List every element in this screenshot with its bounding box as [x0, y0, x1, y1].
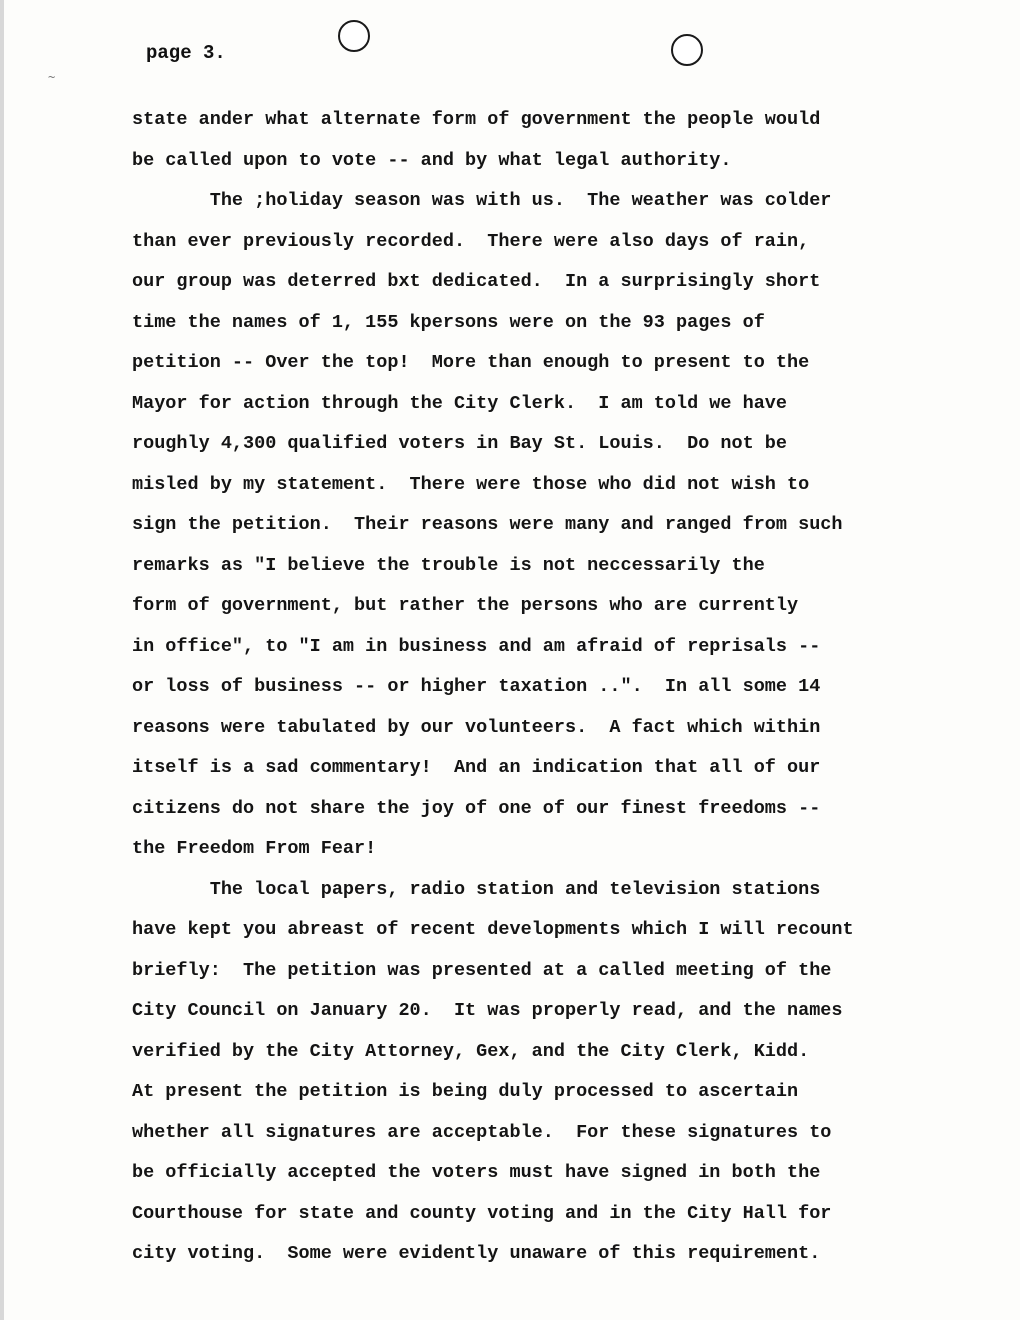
margin-mark: ~: [48, 70, 56, 84]
page-number: page 3.: [146, 42, 226, 64]
text-line: have kept you abreast of recent developments which I will recount: [132, 919, 854, 940]
text-line: the Freedom From Fear!: [132, 838, 377, 859]
text-line: remarks as "I believe the trouble is not neccessarily the: [132, 554, 765, 576]
text-line: form of government, but rather the persons who are currently: [132, 595, 799, 616]
text-line: verified by the City Attorney, Gex, and the City Clerk, Kidd.: [132, 1040, 810, 1062]
text-line: roughly 4,300 qualified voters in Bay St. Louis. Do not be: [132, 433, 788, 454]
text-line: Courthouse for state and county voting and in the City Hall for: [132, 1202, 832, 1224]
text-line: city voting. Some were evidently unaware of this requirement.: [132, 1243, 821, 1264]
text-line: time the names of 1, 155 kpersons were on the 93 pages of: [132, 311, 765, 333]
text-line: reasons were tabulated by our volunteers. A fact which within: [132, 716, 821, 738]
text-line: The ;holiday season was with us. The weather was colder: [132, 190, 832, 211]
text-line: briefly: The petition was presented at a called meeting of the: [132, 959, 832, 981]
text-line: petition -- Over the top! More than enough to present to the: [132, 352, 810, 373]
text-line: in office", to "I am in business and am afraid of reprisals --: [132, 635, 821, 657]
text-line: be called upon to vote -- and by what legal authority.: [132, 149, 732, 171]
text-line: sign the petition. Their reasons were many and ranged from such: [132, 514, 843, 535]
text-line: be officially accepted the voters must have signed in both the: [132, 1162, 821, 1183]
text-line: whether all signatures are acceptable. For these signatures to: [132, 1121, 832, 1143]
body-text: [132, 100, 922, 1275]
text-line: or loss of business -- or higher taxation ..". In all some 14: [132, 676, 821, 697]
text-line: state ander what alternate form of government the people would: [132, 109, 821, 130]
text-line: than ever previously recorded. There were also days of rain,: [132, 230, 810, 252]
page-edge: [0, 0, 4, 1320]
text-line: itself is a sad commentary! And an indication that all of our: [132, 757, 821, 778]
text-line: our group was deterred bxt dedicated. In a surprisingly short: [132, 271, 821, 292]
punch-hole: [338, 20, 370, 52]
text-line: At present the petition is being duly processed to ascertain: [132, 1081, 799, 1102]
text-line: misled by my statement. There were those who did not wish to: [132, 473, 810, 495]
text-line: Mayor for action through the City Clerk. I am told we have: [132, 392, 788, 414]
punch-hole: [671, 34, 703, 66]
text-line: The local papers, radio station and television stations: [132, 878, 821, 900]
text-line: City Council on January 20. It was properly read, and the names: [132, 1000, 843, 1021]
text-line: citizens do not share the joy of one of our finest freedoms --: [132, 797, 821, 819]
